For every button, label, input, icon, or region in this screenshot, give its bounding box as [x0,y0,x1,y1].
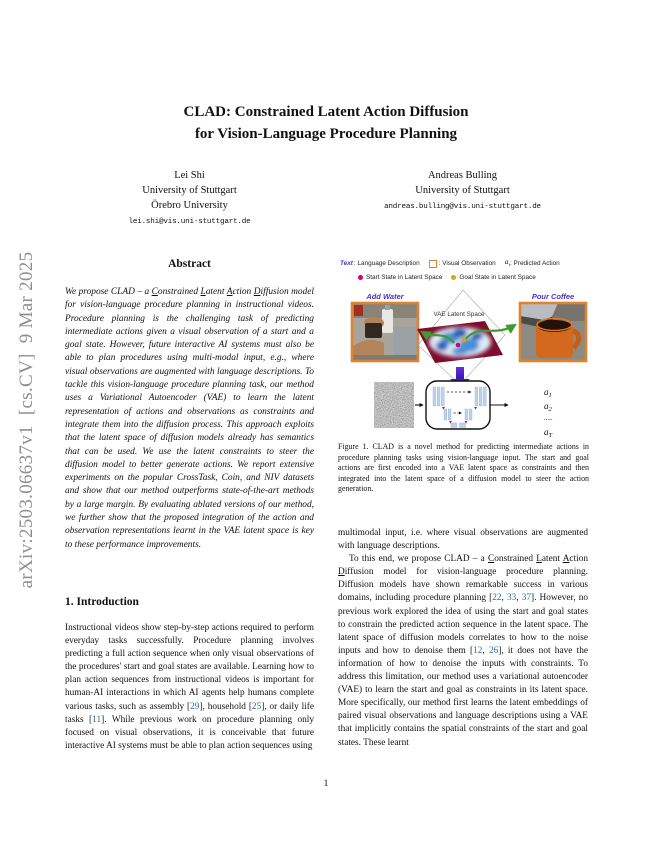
text-segment: To this end, we propose CLAD – a [349,554,489,565]
text-segment: ], it does not have the information of how to denoise the inputs with constraints. To address this limitation, our method uses a variational autoencoder (VAE) to learn the start and goal as constraints in its latent space. More specifically, our method first learns the latent embeddings of paired visual observations and language descriptions using a VAE that implicitly contains the spatial constraints of the start and goal states. These learnt [338,645,588,748]
output-action-ellipsis: ..... [544,414,553,422]
citation-link[interactable]: 26 [488,645,499,656]
text-segment: ction [569,554,589,565]
text-segment: atent [205,287,227,297]
text-segment: Instructional videos show step-by-step actions required to perform everyday tasks successfully. Procedure planning involves predicting a full action sequence when only visual observations of the procedures' start and goal states are available. Learning how to plan action sequences from instructional videos is important for human-AI interactions in which AI agents help humans complete various tasks, such as assembly [ [65,623,314,712]
add-water-photo [352,303,418,361]
vae-latent-space-label: VAE Latent Space [433,311,485,318]
goal-state-point [462,338,467,343]
underlined-text: D [253,287,261,297]
legend-text-desc: : Language Description [353,260,420,268]
add-water-label: Add Water [366,292,404,301]
legend-text-token: Text [340,260,353,268]
citation-link[interactable]: 33 [506,593,517,604]
text-segment: onstrained [157,287,201,297]
visual-observation-swatch-icon [429,260,437,268]
author-name: Lei Shi [174,170,205,181]
underlined-text: A [226,287,233,297]
legend-text-item [340,258,420,269]
text-segment: We propose CLAD – a [65,287,152,297]
output-action-2: $a_2$ [544,401,552,413]
citation-link[interactable]: 12 [473,645,483,656]
underlined-text: L [536,554,542,565]
author-affiliation: University of Stuttgart [415,185,510,196]
text-segment: iffusion model for vision-language procedure planning in instructional videos. Procedure planning is the challenging task of predicting intermediate actions given a visual observation of a start and a goal state. However, future interactive AI systems must also be able to plan procedures using multi-modal input, e.g., where visual observations are augmented with language descriptions. To tackle this vision-language procedure planning task, our method uses a Variational Autoencoder (VAE) to learn the latent representation of actions and observations as constraints and integrate them into the diffusion process. This approach exploits that the latent space of diffusion models already has semantics that can be used. We use the latent constraints to steer the diffusion model to better generate actions. We report extensive experiments on the popular CrossTask, Coin, and NIV datasets and show that our method outperforms state-of-the-art methods by a large margin. By evaluating ablated versions of our method, we further show that the proposed integration of the action and observation representations learnt in the VAE latent space is key to these performance improvements. [65,287,315,550]
predicted-action-symbol: $a_i$ [504,257,510,269]
text-segment: ction [232,287,254,297]
legend-action-item [505,256,560,272]
legend-start-item [358,272,442,283]
figure-1-caption: Figure 1. CLAD is a novel method for predicting intermediate actions in procedure planning tasks using vision-language input. The start and goal actions are first encoded into a VAE latent space as constraints and then integrated into the latent space of a diffusion model to steer the action generation. [338,442,589,493]
author-email: lei.shi@vis.uni-stuttgart.de [128,218,251,226]
legend-start-desc: Start State in Latent Space [366,273,443,281]
citation-link[interactable]: 22 [492,593,502,604]
legend-visual-desc: : Visual Observation [438,260,496,268]
citation-link[interactable]: 11 [92,714,102,725]
legend-goal-item [451,272,535,283]
text-segment: ], or daily life tasks [ [65,701,314,725]
text-segment: , [516,593,522,604]
underlined-text: C [151,287,158,297]
underlined-text: L [200,287,206,297]
pour-coffee-label: Pour Coffee [531,292,575,301]
text-segment: onstrained [494,554,537,565]
underlined-text: D [338,567,345,578]
text-segment: ]. While previous work on procedure planning only focused on visual observations, it is conceivable that future interactive AI systems must be able to plan action sequences using [65,714,315,751]
citation-link[interactable]: 25 [251,701,262,712]
text-segment: ]. However, no previous work explored the idea of using the start and goal states to constrain the predicted action sequence in the latent space. The latent space of diffusion models correlates to how to the noise inputs and how to denoise them [ [338,593,588,656]
paragraph-continuation: multimodal input, i.e. where visual observations are augmented with language descriptions. [338,528,588,552]
citation-link[interactable]: 37 [521,593,532,604]
text-segment: , [501,593,507,604]
right-column-text [338,527,588,750]
text-segment: ], household [ [199,701,252,712]
figure-legend [340,256,591,283]
underlined-text: A [562,554,570,565]
arxiv-watermark: arXiv:2503.06637v1 [cs.CV] 9 Mar 2025 [16,251,37,589]
legend-goal-desc: Goal State in Latent Space [459,273,536,281]
introduction-paragraph [65,622,314,753]
legend-row-1 [340,256,591,272]
author-affiliation: Örebro University [151,200,228,211]
author-name: Andreas Bulling [427,170,498,181]
noise-input-image [374,382,414,428]
citation-link[interactable]: 29 [190,701,200,712]
start-state-point [456,343,461,348]
text-segment: iffusion model for vision-language procedure planning. Diffusion models have shown remarkable success in various domains, including procedure planning [ [338,567,588,604]
figure-1-diagram [338,283,591,443]
author-block-lei-shi [65,168,314,230]
underlined-text: C [488,554,495,565]
title-line-2: for Vision-Language Procedure Planning [194,126,458,142]
legend-action-desc: : Predicted Action [510,260,560,268]
paragraph-to-this-end [338,553,588,749]
output-action-1: $a_1$ [544,387,552,399]
page-number: 1 [323,779,329,789]
start-state-dot-icon [358,275,363,280]
text-segment: atent [541,554,563,565]
legend-row-2 [340,272,591,283]
pour-coffee-photo [520,303,586,361]
author-block-andreas-bulling [338,168,587,215]
text-segment: , [482,645,489,656]
abstract-body [65,286,314,552]
output-action-T: $a_T$ [544,427,553,439]
author-email: andreas.bulling@vis.uni-stuttgart.de [384,203,541,211]
section-heading-introduction: 1. Introduction [65,596,139,608]
author-affiliation: University of Stuttgart [142,185,237,196]
title-line-1: CLAD: Constrained Latent Action Diffusion [183,104,469,120]
abstract-heading: Abstract [168,258,211,270]
goal-state-dot-icon [451,275,456,280]
legend-visual-item [429,258,496,269]
paper-title [0,101,652,145]
